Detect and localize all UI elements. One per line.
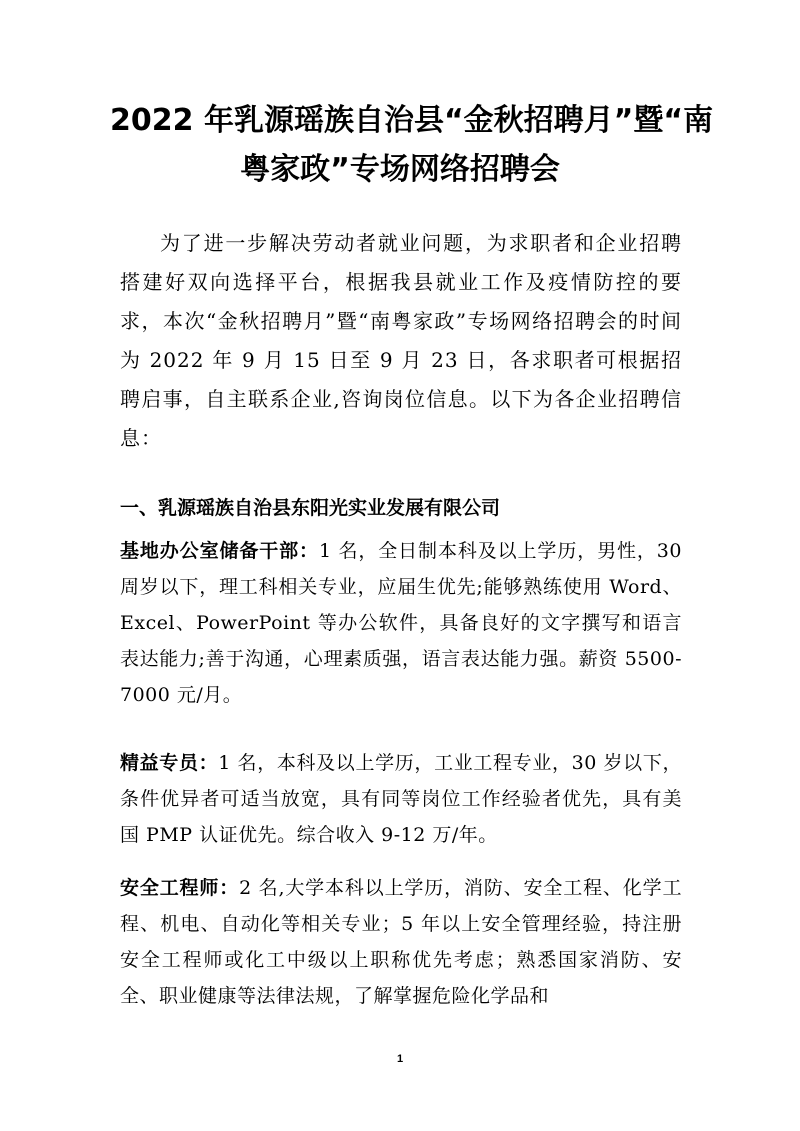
job-description: 1 名，本科及以上学历，工业工程专业，30 岁以下，条件优异者可适当放宽，具有同等岗位工作经验者优先，具有美国 PMP 认证优先。综合收入 9-12 万/年。 — [120, 752, 682, 846]
job-entry-safety-engineer — [120, 870, 682, 1014]
document-title — [110, 96, 714, 194]
job-title: 精益专员： — [120, 752, 219, 774]
document-title-line-2: 粤家政”专场网络招聘会 — [240, 152, 560, 187]
job-description: 1 名，全日制本科及以上学历，男性，30 周岁以下，理工科相关专业，应届生优先;能够熟练使用 Word、Excel、PowerPoint 等办公软件，具备良好的文字撰写和语言表达能力;善于沟通，心理素质强，语言表达能力强。薪资 5500-7000 元/月。 — [120, 540, 682, 706]
section-heading: 一、乳源瑶族自治县东阳光实业发展有限公司 — [120, 497, 501, 519]
job-entry-lean-specialist — [120, 745, 682, 853]
page-number: 1 — [396, 1053, 404, 1065]
job-description: 2 名,大学本科以上学历，消防、安全工程、化学工程、机电、自动化等相关专业；5 年以上安全管理经验，持注册安全工程师或化工中级以上职称优先考虑；熟悉国家消防、安全、职业健康等法律法规，了解掌握危险化学品和 — [120, 877, 682, 1007]
intro-paragraph: 为了进一步解决劳动者就业问题，为求职者和企业招聘搭建好双向选择平台，根据我县就业工作及疫情防控的要求，本次“金秋招聘月”暨“南粤家政”专场网络招聘会的时间为 2022 年 9 月 15 日至 9 月 23 日，各求职者可根据招聘启事，自主联系企业,咨询岗位信息。以下为各企业招聘信息： — [120, 231, 682, 450]
job-entry-office-reserve-cadre — [120, 533, 682, 713]
document-title-line-1: 2022 年乳源瑶族自治县“金秋招聘月”暨“南 — [110, 103, 714, 138]
job-title: 基地办公室储备干部： — [120, 540, 319, 562]
job-title: 安全工程师： — [120, 877, 240, 899]
